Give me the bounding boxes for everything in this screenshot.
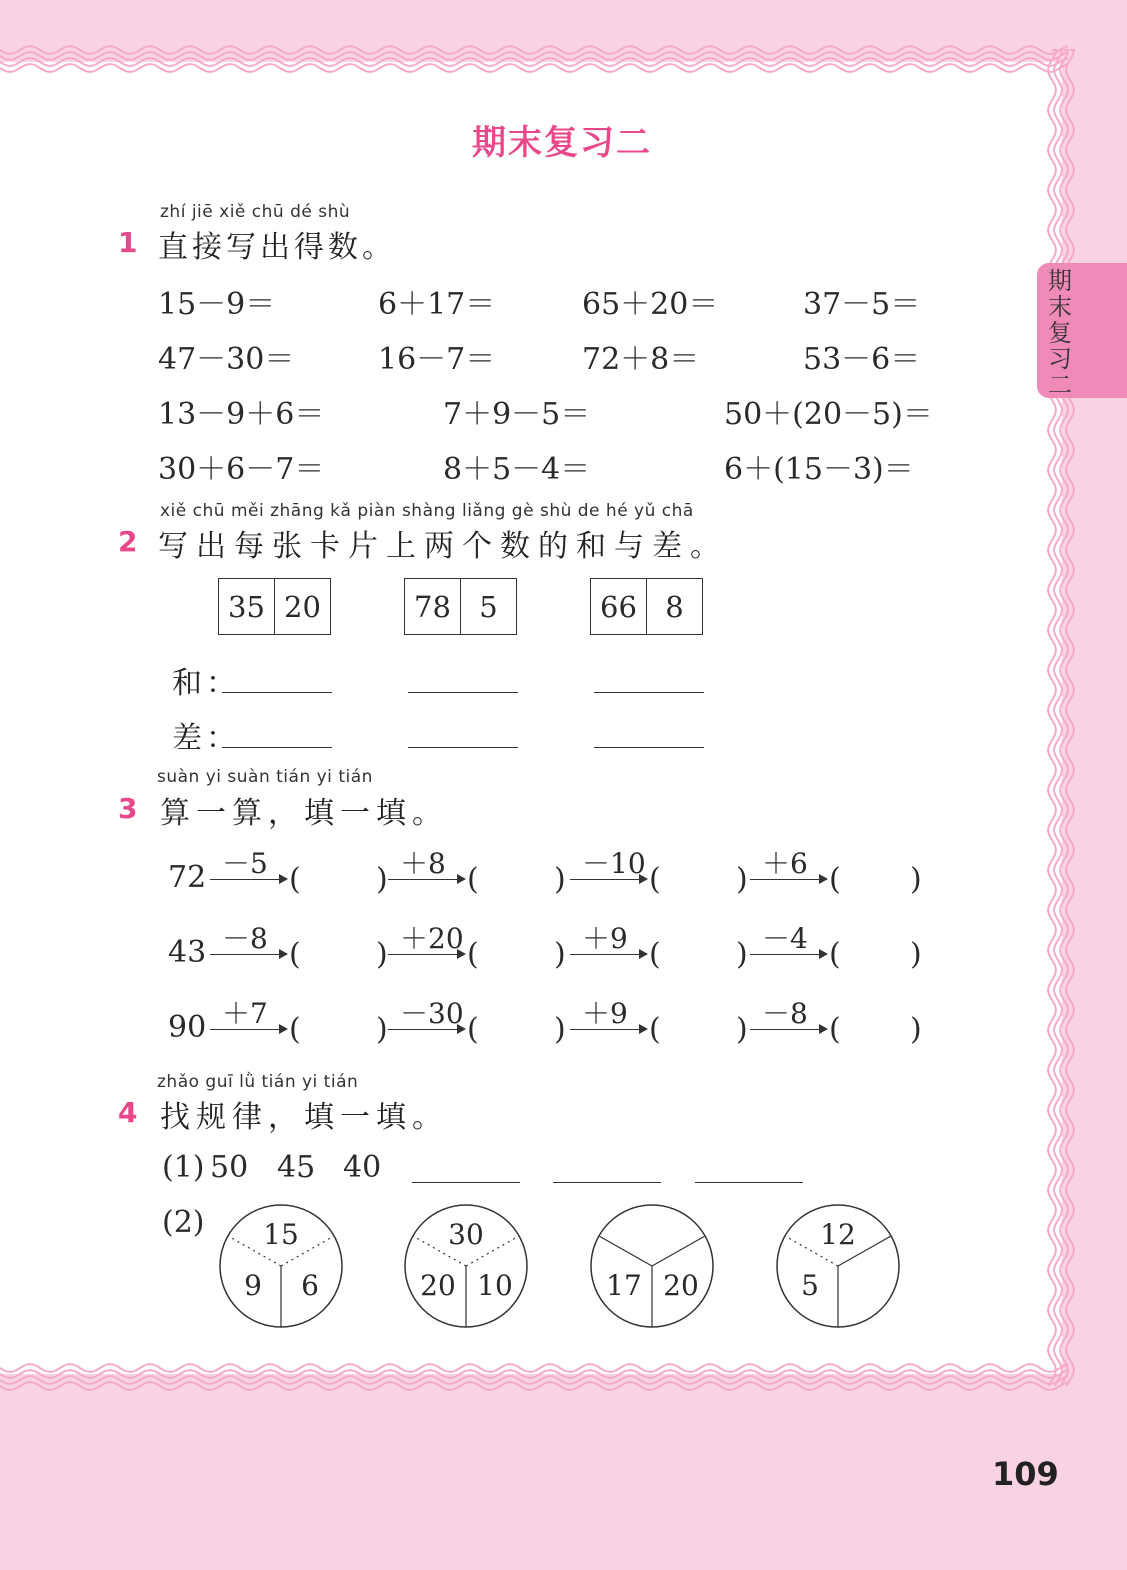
- chain-operation: ＋6: [762, 847, 808, 880]
- wheel-number: 30: [448, 1218, 484, 1251]
- answer-bracket-open: (: [649, 862, 661, 897]
- q4-instruction: 找规律，填一填。: [160, 1100, 448, 1135]
- q2-number: 2: [118, 525, 138, 558]
- answer-bracket-close: ): [910, 862, 922, 897]
- answer-bracket-open: (: [467, 937, 479, 972]
- sequence-number: 50: [210, 1150, 249, 1185]
- q1-expression: 72＋8＝: [582, 342, 700, 377]
- sequence-number: 40: [343, 1150, 382, 1185]
- answer-bracket-close: ): [376, 862, 388, 897]
- chain-operation: ＋8: [400, 847, 446, 880]
- wheel-number: 12: [820, 1218, 856, 1251]
- wheel-number: 5: [801, 1269, 819, 1302]
- answer-bracket-open: (: [289, 862, 301, 897]
- chain-operation: －8: [762, 997, 808, 1030]
- answer-bracket-open: (: [829, 937, 841, 972]
- q1-expression: 37－5＝: [803, 287, 921, 322]
- card-number: 66: [600, 589, 637, 624]
- answer-bracket-close: ): [554, 862, 566, 897]
- page-number: 109: [992, 1455, 1059, 1493]
- sum-label: 和：: [172, 666, 240, 701]
- chain-start-number: 43: [168, 935, 207, 970]
- q1-expression: 8＋5－4＝: [443, 452, 591, 487]
- card-number: 8: [646, 579, 702, 634]
- answer-bracket-open: (: [467, 1012, 479, 1047]
- chain-operation: ＋20: [400, 922, 464, 955]
- q3-number: 3: [118, 792, 138, 825]
- q2-pinyin: xiě chū měi zhāng kǎ piàn shàng liǎng gè shù de hé yǔ chā: [160, 501, 694, 521]
- answer-bracket-close: ): [376, 937, 388, 972]
- q3-pinyin: suàn yi suàn tián yi tián: [157, 767, 373, 787]
- wheel-number: 6: [301, 1269, 319, 1302]
- chain-operation: －10: [582, 847, 646, 880]
- wheel-number: 20: [663, 1269, 699, 1302]
- answer-bracket-open: (: [289, 1012, 301, 1047]
- chain-operation: ＋9: [582, 922, 628, 955]
- wheel-number: 10: [477, 1269, 513, 1302]
- wheel-number: 9: [244, 1269, 262, 1302]
- answer-bracket-open: (: [829, 862, 841, 897]
- q3-instruction: 算一算，填一填。: [160, 796, 448, 831]
- card-number: 20: [274, 579, 330, 634]
- chain-operation: －4: [762, 922, 808, 955]
- card-number: 35: [228, 589, 265, 624]
- answer-bracket-close: ): [554, 937, 566, 972]
- answer-bracket-close: ): [736, 937, 748, 972]
- card-number: 5: [460, 579, 516, 634]
- answer-bracket-close: ): [554, 1012, 566, 1047]
- q4-number: 4: [118, 1096, 138, 1129]
- answer-bracket-close: ): [736, 862, 748, 897]
- q1-expression: 7＋9－5＝: [443, 397, 591, 432]
- q1-expression: 6＋17＝: [378, 287, 496, 322]
- q1-expression: 65＋20＝: [582, 287, 719, 322]
- difference-label: 差：: [172, 721, 240, 756]
- answer-bracket-open: (: [829, 1012, 841, 1047]
- chain-start-number: 72: [168, 860, 207, 895]
- chain-operation: ＋7: [222, 997, 268, 1030]
- answer-bracket-close: ): [736, 1012, 748, 1047]
- page-title: 期末复习二: [472, 123, 652, 163]
- q2-instruction: 写出每张卡片上两个数的和与差。: [158, 529, 728, 564]
- card-number: 78: [414, 589, 451, 624]
- answer-bracket-close: ): [910, 1012, 922, 1047]
- wheel-number: 15: [263, 1218, 299, 1251]
- chain-operation: ＋9: [582, 997, 628, 1030]
- answer-bracket-close: ): [376, 1012, 388, 1047]
- part2-label: (2): [162, 1205, 205, 1240]
- answer-bracket-open: (: [467, 862, 479, 897]
- chain-start-number: 90: [168, 1010, 207, 1045]
- q1-expression: 30＋6－7＝: [158, 452, 325, 487]
- q1-expression: 6＋(15－3)＝: [724, 452, 914, 487]
- q4-pinyin: zhǎo guī lǜ tián yi tián: [157, 1072, 359, 1092]
- q1-instruction: 直接写出得数。: [158, 230, 396, 265]
- q1-expression: 47－30＝: [158, 342, 295, 377]
- wheel-number: 17: [606, 1269, 642, 1302]
- chain-operation: －5: [222, 847, 268, 880]
- wheel-divider: [652, 1236, 705, 1266]
- sequence-number: 45: [277, 1150, 316, 1185]
- answer-bracket-close: ): [910, 937, 922, 972]
- q1-expression: 16－7＝: [378, 342, 496, 377]
- chain-operation: －8: [222, 922, 268, 955]
- q1-expression: 50＋(20－5)＝: [724, 397, 933, 432]
- part1-label: (1): [162, 1150, 205, 1185]
- side-tab-label: 期末复习二: [1048, 267, 1072, 399]
- wheel-number: 20: [420, 1269, 456, 1302]
- q1-expression: 53－6＝: [803, 342, 921, 377]
- chain-operation: －30: [400, 997, 464, 1030]
- answer-bracket-open: (: [289, 937, 301, 972]
- q1-number: 1: [118, 226, 138, 259]
- answer-bracket-open: (: [649, 1012, 661, 1047]
- q1-expression: 15－9＝: [158, 287, 276, 322]
- q1-pinyin: zhí jiē xiě chū dé shù: [160, 202, 351, 222]
- q1-expression: 13－9＋6＝: [158, 397, 325, 432]
- answer-bracket-open: (: [649, 937, 661, 972]
- wheel-divider: [599, 1236, 652, 1266]
